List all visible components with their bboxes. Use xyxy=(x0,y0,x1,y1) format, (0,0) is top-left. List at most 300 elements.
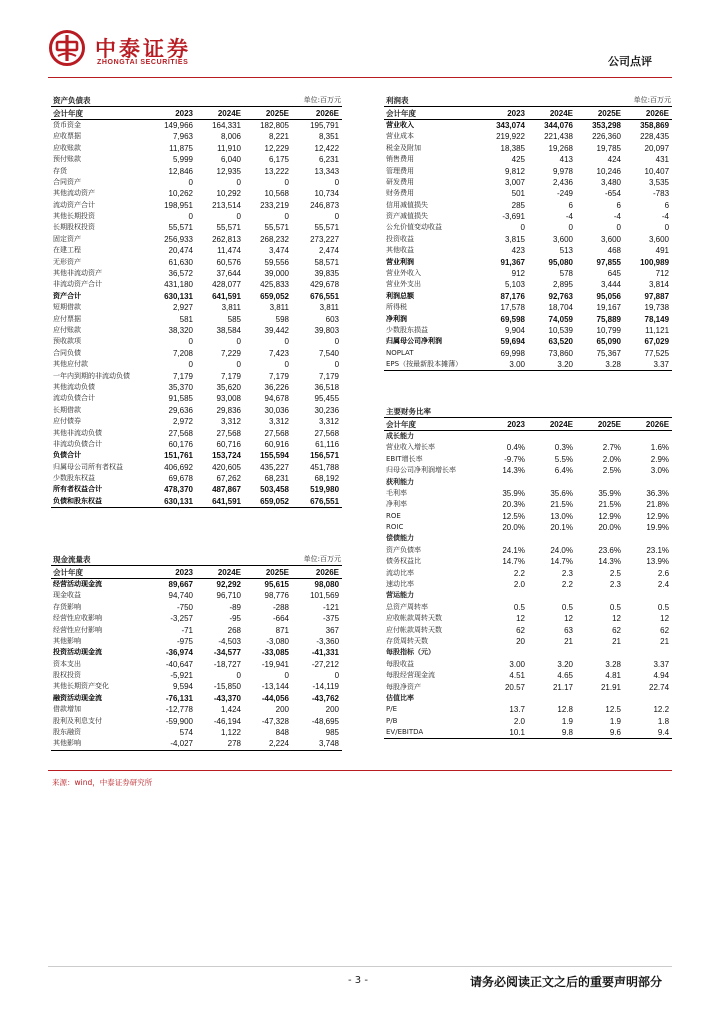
cell-value: 2.3 xyxy=(609,580,621,590)
row-label: 其他长期资产变化 xyxy=(53,682,109,691)
brand-name-en: ZHONGTAI SECURITIES xyxy=(97,59,189,66)
cell-value: 1.8 xyxy=(657,716,670,726)
table-row xyxy=(384,291,672,302)
row-label: 短期借款 xyxy=(53,303,81,312)
cell-value xyxy=(576,476,624,487)
cell-value xyxy=(528,430,576,442)
row-label: 净利润 xyxy=(386,314,407,323)
cell-value: 6,175 xyxy=(268,155,289,165)
cell-value: 10,539 xyxy=(548,326,573,335)
cell-value: 256,933 xyxy=(164,234,193,244)
cell-value: 151,761 xyxy=(164,451,193,461)
table-row xyxy=(51,578,342,590)
row-label: 所有者权益合计 xyxy=(53,485,102,494)
cell-value: 182,805 xyxy=(260,120,289,130)
cell-value: 4.51 xyxy=(509,671,525,681)
row-label: 应收票据 xyxy=(53,132,81,141)
cell-value: 431,180 xyxy=(164,280,193,290)
table-row xyxy=(51,636,342,647)
row-label: 少数股东损益 xyxy=(386,326,428,334)
cell-value: 195,791 xyxy=(310,120,340,130)
cell-value: 0 xyxy=(334,337,340,347)
cell-value: 24.0% xyxy=(550,545,573,555)
table-row xyxy=(51,450,342,461)
column-header-year: 2024E xyxy=(196,566,244,578)
cell-value: 12,422 xyxy=(314,143,340,153)
cell-value: 60,716 xyxy=(216,439,241,449)
cell-value: 95,615 xyxy=(264,579,289,589)
table-section-row xyxy=(384,647,672,658)
cell-value: 35.9% xyxy=(598,488,621,498)
row-label: 合同资产 xyxy=(53,177,81,186)
cell-value: 3,811 xyxy=(269,303,289,313)
cell-value: 75,367 xyxy=(596,348,621,358)
cell-value: 5,103 xyxy=(504,280,525,290)
cell-value: 7,179 xyxy=(318,371,340,381)
cell-value: 12 xyxy=(564,614,573,624)
cell-value: -59,900 xyxy=(165,716,193,726)
table-row xyxy=(384,313,672,324)
cell-value: 3.20 xyxy=(557,659,573,669)
cell-value: 62 xyxy=(516,625,525,635)
cell-value: 501 xyxy=(511,189,525,199)
cell-value xyxy=(480,476,528,487)
cell-value: 20.1% xyxy=(550,523,573,533)
cell-value: 3,007 xyxy=(504,177,525,187)
cell-value: -36,974 xyxy=(165,648,193,658)
table-row xyxy=(384,302,672,313)
row-label: ROIC xyxy=(386,523,404,532)
row-label: 偿债能力 xyxy=(386,534,414,543)
row-label: 资产减值损失 xyxy=(386,212,428,221)
cell-value: 7,540 xyxy=(318,348,340,358)
row-label: 资产负债率 xyxy=(386,545,421,554)
table-row xyxy=(384,636,672,647)
cell-value: 35.9% xyxy=(502,488,525,498)
cell-value: 62 xyxy=(612,625,621,635)
row-label: 总资产周转率 xyxy=(386,602,428,611)
table-title-row xyxy=(384,406,672,418)
cell-value: 645 xyxy=(607,269,621,279)
table-row xyxy=(51,416,342,427)
row-label: 应收账款 xyxy=(53,143,81,152)
cell-value: 2,927 xyxy=(172,303,193,313)
table-row xyxy=(384,165,672,176)
cell-value xyxy=(480,647,528,658)
cell-value: 3,535 xyxy=(648,177,670,187)
row-label: 存货 xyxy=(53,166,67,175)
cell-value: 0 xyxy=(236,177,241,187)
cell-value: 10,799 xyxy=(596,326,621,335)
cell-value: -654 xyxy=(604,189,621,199)
cell-value: 6 xyxy=(664,200,670,210)
cell-value: 13.0% xyxy=(550,511,573,521)
row-label: 每股经营现金流 xyxy=(386,671,435,680)
cell-value: 55,571 xyxy=(168,223,193,233)
cell-value: 98,776 xyxy=(264,591,289,601)
cell-value: 156,571 xyxy=(310,451,340,461)
cell-value: 14.3% xyxy=(502,466,525,476)
table-row xyxy=(51,704,342,715)
cell-value: -975 xyxy=(176,636,193,646)
cell-value: 60,176 xyxy=(168,439,193,449)
cell-value: 7,179 xyxy=(268,371,289,381)
cell-value: 641,591 xyxy=(196,496,244,508)
row-label: 其他流动负债 xyxy=(53,382,95,391)
row-label: 获利能力 xyxy=(386,477,414,486)
cell-value: 13.7 xyxy=(509,705,525,715)
row-label: 少数股东权益 xyxy=(53,474,95,483)
table-row xyxy=(51,154,342,165)
cell-value: 273,227 xyxy=(310,234,340,244)
cell-value: 11,910 xyxy=(217,143,241,153)
financial-ratios-table xyxy=(384,406,672,739)
row-label: 归属母公司净利润 xyxy=(386,337,442,346)
cell-value: 233,219 xyxy=(260,200,289,210)
cell-value: -783 xyxy=(653,189,670,199)
cell-value: -18,727 xyxy=(213,659,241,669)
row-label: 应付票据 xyxy=(53,314,81,323)
cell-value: 2.9% xyxy=(650,454,670,464)
cell-value: 73,860 xyxy=(548,348,573,358)
column-header-label: 会计年度 xyxy=(384,418,480,430)
table-row xyxy=(51,200,342,211)
cell-value: 10,407 xyxy=(644,166,670,176)
row-label: 股权投资 xyxy=(53,671,81,680)
cell-value: -3,691 xyxy=(502,212,525,222)
cell-value: 21.91 xyxy=(600,682,621,692)
cell-value: 94,740 xyxy=(168,591,193,601)
cell-value: 12 xyxy=(660,614,670,624)
cell-value: 1.6% xyxy=(650,443,670,453)
cell-value: 14.7% xyxy=(502,557,525,567)
cell-value: 2,972 xyxy=(172,417,193,427)
table-row xyxy=(51,234,342,245)
cell-value: 19,268 xyxy=(548,143,573,153)
cell-value: 60,916 xyxy=(264,439,289,449)
cell-value: 912 xyxy=(511,269,525,279)
cell-value: 3.20 xyxy=(528,359,576,371)
cell-value: -3,360 xyxy=(316,636,340,646)
cell-value: 149,966 xyxy=(164,120,193,130)
cell-value: 0.5 xyxy=(561,602,573,612)
cell-value: 60,576 xyxy=(216,257,241,267)
cell-value: -9.7% xyxy=(504,454,525,464)
row-label: 营业外支出 xyxy=(386,280,421,289)
table-row xyxy=(384,602,672,613)
table-row xyxy=(384,613,672,624)
cell-value: 63,520 xyxy=(548,337,573,347)
cell-value: 38,320 xyxy=(168,326,193,335)
cell-value: 11,121 xyxy=(645,326,670,335)
cell-value: 603 xyxy=(325,314,340,324)
cell-value: -43,370 xyxy=(213,693,241,703)
cell-value: -48,695 xyxy=(311,716,340,726)
row-label: 归母公司净利润增长率 xyxy=(386,466,456,475)
cell-value: 0 xyxy=(284,671,289,681)
cell-value: -375 xyxy=(323,614,340,624)
row-label: 估值比率 xyxy=(386,693,414,702)
table-unit: 单位:百万元 xyxy=(244,554,342,566)
cell-value: 9.6 xyxy=(576,727,624,739)
table-row xyxy=(51,439,342,450)
cell-value: 0.4% xyxy=(506,443,525,453)
table-unit: 单位:百万元 xyxy=(576,95,672,107)
cell-value: 2.3 xyxy=(561,568,573,578)
cell-value: 21 xyxy=(612,637,621,646)
cell-value: 0 xyxy=(284,337,289,347)
row-label: 现金收益 xyxy=(53,591,81,600)
cell-value: 12.5 xyxy=(605,705,621,715)
source-divider xyxy=(48,770,672,771)
cell-value: 35,370 xyxy=(168,382,193,392)
cell-value xyxy=(480,430,528,442)
cell-value xyxy=(624,647,672,658)
table-header-row xyxy=(51,566,342,578)
cell-value xyxy=(624,533,672,544)
cell-value: -4 xyxy=(661,212,670,222)
table-row xyxy=(51,681,342,692)
cell-value: -13,144 xyxy=(261,682,289,692)
cell-value: 9,978 xyxy=(552,166,573,176)
cell-value: 578 xyxy=(559,269,573,279)
cell-value: 12.8 xyxy=(557,705,573,715)
cell-value: 20,097 xyxy=(644,143,670,153)
cell-value: 92,292 xyxy=(216,579,241,589)
cell-value: -40,647 xyxy=(165,659,193,669)
cell-value: 5.5% xyxy=(554,454,573,464)
table-title: 主要财务比率 xyxy=(384,406,672,418)
row-label: 流动负债合计 xyxy=(53,394,95,403)
disclaimer-note: 请务必阅读正文之后的重要声明部分 xyxy=(470,975,663,989)
cell-value: 27,568 xyxy=(168,428,193,438)
cell-value: 2,224 xyxy=(244,738,292,750)
cell-value: 21.5% xyxy=(598,500,621,510)
row-label: 预收款项 xyxy=(53,337,81,346)
row-label: 营业收入增长率 xyxy=(386,443,435,452)
cell-value: 3,814 xyxy=(648,280,670,290)
cell-value: -43,762 xyxy=(311,693,340,703)
column-header-year: 2026E xyxy=(624,418,672,430)
cell-value: 68,192 xyxy=(314,474,340,484)
cell-value: 7,229 xyxy=(220,348,241,358)
cell-value: 14.7% xyxy=(550,557,573,567)
cell-value: 659,052 xyxy=(260,291,289,301)
cell-value: 0 xyxy=(188,360,193,370)
table-header-row xyxy=(384,107,672,119)
cell-value: 367 xyxy=(325,625,340,635)
table-title-row xyxy=(51,554,342,566)
cell-value: 35,620 xyxy=(216,382,241,392)
document-type: 公司点评 xyxy=(608,55,652,68)
cell-value: 0 xyxy=(188,212,193,222)
cell-value: 7,963 xyxy=(172,132,193,142)
table-row xyxy=(384,556,672,567)
cell-value: 24.1% xyxy=(502,545,525,555)
cell-value: 27,568 xyxy=(314,428,340,438)
cell-value: 29,636 xyxy=(168,405,193,415)
cell-value: 155,594 xyxy=(260,451,289,461)
table-row xyxy=(384,659,672,670)
table-row xyxy=(384,279,672,290)
cell-value: 61,630 xyxy=(168,257,193,267)
cell-value: 0 xyxy=(520,223,525,233)
cell-value: 425 xyxy=(511,155,525,165)
cell-value: 12 xyxy=(516,614,525,624)
table-row xyxy=(384,465,672,476)
cell-value: 0 xyxy=(284,177,289,187)
cell-value: 38,584 xyxy=(216,326,241,335)
cell-value: 413 xyxy=(559,155,573,165)
table-row xyxy=(384,234,672,245)
column-header-year: 2024E xyxy=(528,418,576,430)
cell-value: 0 xyxy=(616,223,621,233)
table-row xyxy=(384,511,672,522)
cell-value: 61,116 xyxy=(315,439,340,449)
cell-value: 77,525 xyxy=(644,348,670,358)
cell-value: 7,179 xyxy=(172,371,193,381)
row-label: NOPLAT xyxy=(386,348,414,357)
cell-value: 353,298 xyxy=(592,120,621,130)
cell-value: 96,710 xyxy=(216,591,241,601)
cell-value: 0 xyxy=(236,360,241,370)
cell-value: 3,480 xyxy=(600,177,621,187)
table-row xyxy=(51,473,342,484)
row-label: 其他非流动负债 xyxy=(53,428,102,437)
cell-value: -34,577 xyxy=(213,648,241,658)
cell-value: 8,351 xyxy=(318,132,340,142)
cell-value: 20.3% xyxy=(502,500,525,510)
cell-value: -47,328 xyxy=(261,716,289,726)
table-row xyxy=(384,579,672,590)
table-row xyxy=(384,545,672,556)
cell-value: 2.7% xyxy=(602,443,621,453)
cell-value: 78,149 xyxy=(644,314,670,324)
table-title: 利润表 xyxy=(384,95,576,107)
cell-value: 68,231 xyxy=(264,474,289,484)
cell-value: 55,571 xyxy=(216,223,241,233)
cell-value: 9.4 xyxy=(624,727,672,739)
table-row xyxy=(51,211,342,222)
cell-value: 10,262 xyxy=(168,189,193,199)
column-header-year: 2025E xyxy=(244,566,292,578)
cell-value: 641,591 xyxy=(212,291,241,301)
cell-value: 0.5 xyxy=(609,602,621,612)
table-row xyxy=(51,279,342,290)
cell-value: 35.6% xyxy=(550,488,573,498)
row-label: 其他长期投资 xyxy=(53,212,95,221)
table-row xyxy=(51,693,342,704)
row-label: 非流动负债合计 xyxy=(53,439,102,448)
cell-value: -3,080 xyxy=(266,636,289,646)
cell-value: 164,331 xyxy=(212,120,241,130)
cell-value: 30,236 xyxy=(314,405,340,415)
cell-value: 0 xyxy=(188,177,193,187)
cell-value: 3,811 xyxy=(221,303,241,313)
cell-value: 5,999 xyxy=(172,155,193,165)
table-row xyxy=(51,359,342,370)
cell-value: 39,000 xyxy=(264,269,289,279)
table-row xyxy=(384,624,672,635)
cell-value: 11,474 xyxy=(217,246,241,256)
table-row xyxy=(384,681,672,692)
cell-value xyxy=(624,693,672,704)
cell-value: 221,438 xyxy=(544,132,573,142)
row-label: EBIT增长率 xyxy=(386,454,423,463)
table-header-row xyxy=(51,107,342,119)
table-row xyxy=(51,313,342,324)
cell-value: 10,246 xyxy=(596,166,621,176)
cell-value: 659,052 xyxy=(244,496,292,508)
cell-value: 2.0% xyxy=(602,454,621,464)
cell-value: 6 xyxy=(568,200,573,210)
table-title: 资产负债表 xyxy=(51,95,244,107)
cell-value: 0.5 xyxy=(657,602,670,612)
cell-value: 9,904 xyxy=(504,326,525,335)
row-label: 营业利润 xyxy=(386,257,414,266)
cell-value: -41,331 xyxy=(311,648,340,658)
cell-value: 69,678 xyxy=(168,474,193,484)
cell-value: 6.4% xyxy=(554,466,573,476)
cell-value: 0 xyxy=(284,360,289,370)
cell-value: 9.8 xyxy=(528,727,576,739)
cell-value: 581 xyxy=(179,314,193,324)
cell-value: 21.17 xyxy=(552,682,573,692)
table-section-row xyxy=(384,533,672,544)
cell-value: -71 xyxy=(181,625,193,635)
cell-value: 871 xyxy=(275,625,289,635)
cell-value: 0 xyxy=(284,212,289,222)
row-label: 营业收入 xyxy=(386,120,414,129)
table-row xyxy=(51,738,342,750)
cell-value: 21.8% xyxy=(646,500,670,510)
cell-value: 1,122 xyxy=(220,728,241,738)
table-row xyxy=(51,291,342,302)
cell-value: 2.2 xyxy=(561,580,573,590)
cell-value xyxy=(576,590,624,601)
cell-value xyxy=(480,590,528,601)
row-label: 其他影响 xyxy=(53,636,81,645)
cell-value: 3,312 xyxy=(220,417,241,427)
cell-value: 19,738 xyxy=(644,303,670,313)
row-label: 速动比率 xyxy=(386,580,414,589)
cell-value: 6,040 xyxy=(220,155,241,165)
cell-value: -5,921 xyxy=(170,671,193,681)
cell-value: 2.4 xyxy=(657,580,670,590)
cell-value: 91,585 xyxy=(168,394,193,404)
cell-value: 97,887 xyxy=(644,291,670,301)
table-row xyxy=(51,624,342,635)
row-label: 经营性应付影响 xyxy=(53,625,102,634)
cell-value xyxy=(576,693,624,704)
cell-value: 4.94 xyxy=(653,671,670,681)
cell-value: 3,600 xyxy=(600,234,621,244)
row-label: 股利及利息支付 xyxy=(53,716,102,725)
column-header-year: 2025E xyxy=(576,107,624,119)
cell-value: 3.28 xyxy=(605,659,621,669)
cell-value: 3.37 xyxy=(624,359,672,371)
row-label: 预付账款 xyxy=(53,155,81,164)
cell-value: 0 xyxy=(236,337,241,347)
cell-value: 65,090 xyxy=(596,337,621,347)
cell-value: 2.0 xyxy=(513,580,525,590)
column-header-year: 2026E xyxy=(624,107,672,119)
cell-value: 358,869 xyxy=(640,120,670,130)
table-row xyxy=(51,348,342,359)
cell-value: 58,571 xyxy=(314,257,340,267)
cell-value: 246,873 xyxy=(310,200,340,210)
cell-value: 36,518 xyxy=(314,382,340,392)
